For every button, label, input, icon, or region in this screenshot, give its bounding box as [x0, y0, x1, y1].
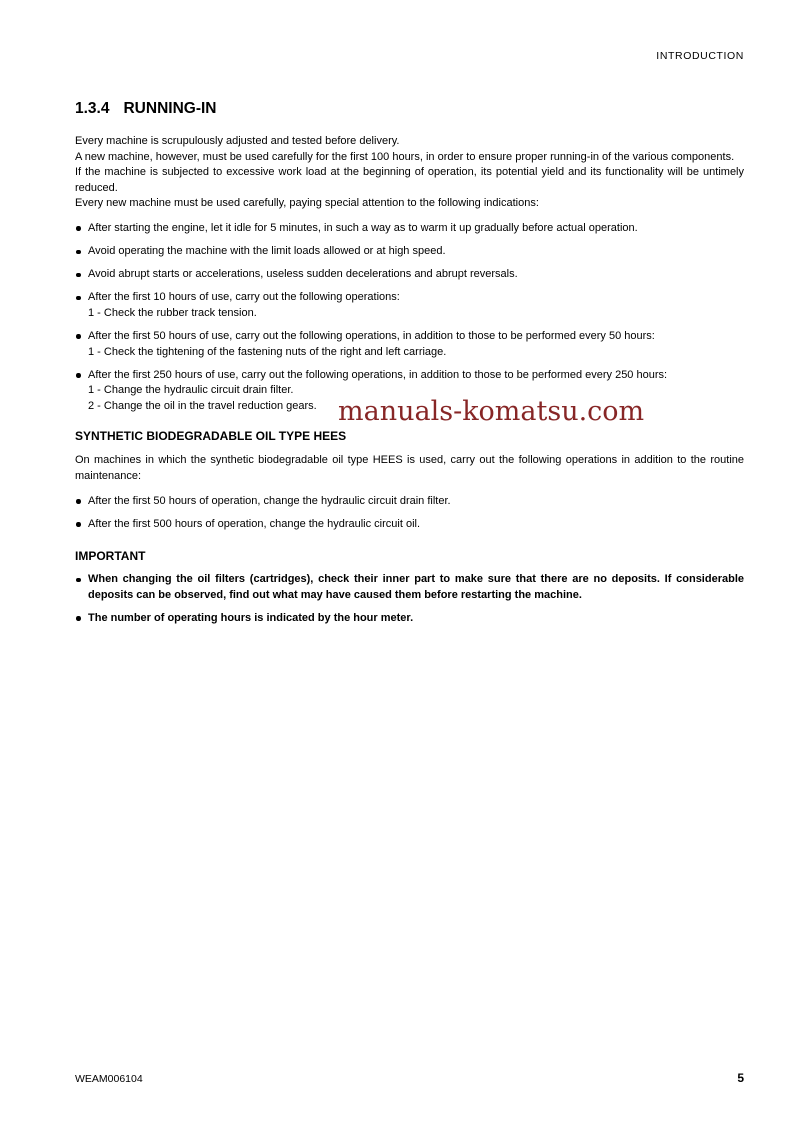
list-item [75, 267, 744, 283]
list-sub-item: 1 - Check the tightening of the fastening nuts of the right and left carriage. [88, 345, 447, 358]
list-item-text: When changing the oil filters (cartridges), check their inner part to make sure that there are no deposits. If considerable deposits can be observed, find out what may have caused them before restarting the machine. [88, 573, 744, 601]
important-heading: IMPORTANT [75, 549, 146, 564]
list-item-text: After the first 250 hours of use, carry out the following operations, in addition to those to be performed every 250 hours: [88, 368, 668, 381]
list-item-text: The number of operating hours is indicated by the hour meter. [88, 611, 414, 624]
list-item-text: Avoid operating the machine with the limit loads allowed or at high speed. [88, 245, 446, 258]
list-item-text: Avoid abrupt starts or accelerations, useless sudden decelerations and abrupt reversals. [88, 268, 518, 281]
list-item-text: After the first 500 hours of operation, change the hydraulic circuit oil. [88, 517, 421, 530]
indications-list [75, 221, 744, 414]
intro-paragraph-1: Every machine is scrupulously adjusted and tested before delivery. [75, 135, 400, 147]
list-item-text: After the first 50 hours of use, carry out the following operations, in addition to those to be performed every 50 hours: [88, 329, 655, 342]
bullet-icon [76, 296, 81, 301]
watermark-text: manuals-komatsu.com [338, 396, 645, 427]
bullet-icon [76, 578, 81, 583]
page-content [75, 100, 744, 627]
section-title [75, 100, 744, 118]
section-number: 1.3.4 [75, 100, 110, 117]
intro-paragraph-2: A new machine, however, must be used carefully for the first 100 hours, in order to ensure proper running-in of the various components. [75, 150, 735, 163]
bullet-icon [76, 273, 81, 278]
bullet-icon [76, 250, 81, 255]
document-code: WEAM006104 [75, 1073, 143, 1085]
intro-paragraph-3: If the machine is subjected to excessive work load at the beginning of operation, its potential yield and its functionality will be untimely reduced. [75, 166, 744, 194]
bullet-icon [76, 334, 81, 339]
list-item-text: After starting the engine, let it idle for 5 minutes, in such a way as to warm it up gradually before actual operation. [88, 221, 638, 234]
intro-paragraph-4: Every new machine must be used carefully, paying special attention to the following indications: [75, 197, 539, 210]
bullet-icon [76, 616, 81, 621]
list-item [75, 494, 744, 510]
important-list [75, 572, 744, 626]
bullet-icon [76, 499, 81, 504]
list-item-text: After the first 10 hours of use, carry out the following operations: [88, 291, 400, 304]
list-item-text: After the first 50 hours of operation, change the hydraulic circuit drain filter. [88, 494, 451, 507]
hees-heading: SYNTHETIC BIODEGRADABLE OIL TYPE HEES [75, 429, 347, 444]
section-name: RUNNING-IN [123, 100, 217, 117]
bullet-icon [76, 522, 81, 527]
list-item [75, 244, 744, 260]
list-sub-item: 2 - Change the oil in the travel reduction gears. [88, 399, 317, 412]
list-item [75, 517, 744, 533]
list-sub-item: 1 - Change the hydraulic circuit drain filter. [88, 384, 294, 397]
hees-list [75, 494, 744, 533]
bullet-icon [76, 226, 81, 231]
running-header: INTRODUCTION [656, 50, 744, 62]
list-item [75, 329, 744, 360]
list-item [75, 221, 744, 237]
list-sub-item: 1 - Check the rubber track tension. [88, 306, 257, 319]
list-item [75, 611, 744, 627]
bullet-icon [76, 373, 81, 378]
list-item [75, 290, 744, 321]
hees-paragraph: On machines in which the synthetic biodegradable oil type HEES is used, carry out the following operations in addition to the routine maintenance: [75, 454, 744, 482]
page-number: 5 [737, 1071, 744, 1085]
list-item [75, 572, 744, 603]
